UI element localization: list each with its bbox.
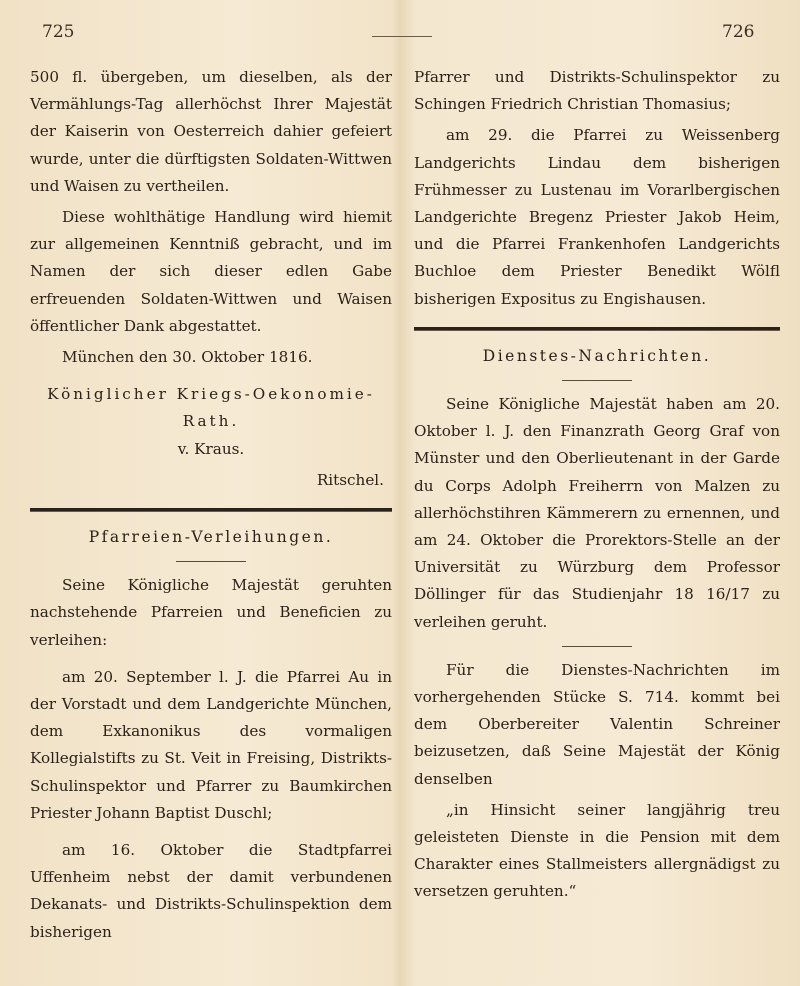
left-column: [30, 64, 392, 946]
entry-uffenheim-continued: Pfarrer und Distrikts-Schulinspektor zu Schingen Friedrich Christian Thomasius;: [414, 68, 780, 114]
correction-paragraph: Für die Dienstes-Nachrichten im vorhergehenden Stücke S. 714. kommt bei dem Oberbereiter Valentin Schreiner beizusetzen, daß Seine Majestät der König denselben: [414, 660, 780, 788]
authority-line-2: Rath.: [182, 412, 240, 431]
service-paragraph: Seine Königliche Majestät haben am 20. Oktober l. J. den Finanzrath Georg Graf von Münster und den Oberlieutenant in der Garde du Corps Adolph Freiherrn von Malzen zu allerhöchstihren Kämmerern zu ernennen, und am 24. Oktober die Prorektors-Stelle an der Universität zu Würzburg dem Professor Döllinger für das Studienjahr 18 16/17 zu verleihen geruht.: [414, 395, 780, 631]
page-number-right: 726: [722, 22, 755, 42]
signature-secretary: Ritschel.: [316, 470, 384, 489]
section-heading-dienstes: Dienstes-Nachrichten.: [482, 346, 712, 365]
quote-paragraph: „in Hinsicht seiner langjährig treu geleisteten Dienste in die Pension mit dem Charakter eines Stallmeisters allergnädigst zu versetzen geruhten.“: [414, 800, 780, 901]
short-divider-right: [562, 380, 632, 381]
authority-line: Königlicher Kriegs-Oekonomie-: [47, 385, 375, 404]
notice-paragraph: Diese wohlthätige Handlung wird hiemit zur allgemeinen Kenntniß gebracht, und im Namen der sich dieser edlen Gabe erfreuenden Soldaten-Wittwen und Waisen öffentlicher Dank abgestattet.: [30, 208, 392, 335]
page-number-left: 725: [42, 22, 75, 42]
short-divider-right-2: [562, 646, 632, 647]
right-column: [414, 64, 780, 906]
entry-au: am 20. September l. J. die Pfarrei Au in der Vorstadt und dem Landgerichte München, dem Exkanonikus des vormaligen Kollegialstifts zu St. Veit in Freising, Distrikts-Schulinspektor und Pfarrer zu Baumkirchen Priester Johann Baptist Duschl;: [30, 667, 392, 822]
signature-name: v. Kraus.: [177, 439, 245, 458]
header-rule: [372, 36, 432, 37]
intro-paragraph: 500 fl. übergeben, um dieselben, als der Vermählungs-Tag allerhöchst Ihrer Majestät der Kaiserin von Oesterreich dahier gefeiert wurde, unter die dürftigsten Soldaten-Wittwen und Waisen zu vertheilen.: [30, 68, 392, 195]
section-intro: Seine Königliche Majestät geruhten nachstehende Pfarreien und Beneficien zu verleihen:: [30, 576, 392, 649]
date-line: München den 30. Oktober 1816.: [62, 348, 313, 367]
section-divider-right: [414, 327, 780, 331]
short-divider: [176, 561, 246, 562]
section-heading-pfarreien: Pfarreien-Verleihungen.: [88, 528, 334, 547]
entry-weissenberg: am 29. die Pfarrei zu Weissenberg Landgerichts Lindau dem bisherigen Frühmesser zu Lustenau im Vorarlbergischen Landgerichte Bregenz Priester Jakob Heim, und die Pfarrei Frankenhofen Landgerichts Buchloe dem Priester Benedikt Wölfl bisherigen Expositus zu Engishausen.: [414, 126, 780, 308]
section-divider: [30, 508, 392, 512]
entry-uffenheim: am 16. Oktober die Stadtpfarrei Uffenheim nebst der damit verbundenen Dekanats- und Distrikts-Schulinspektion dem bisherigen: [30, 841, 392, 941]
